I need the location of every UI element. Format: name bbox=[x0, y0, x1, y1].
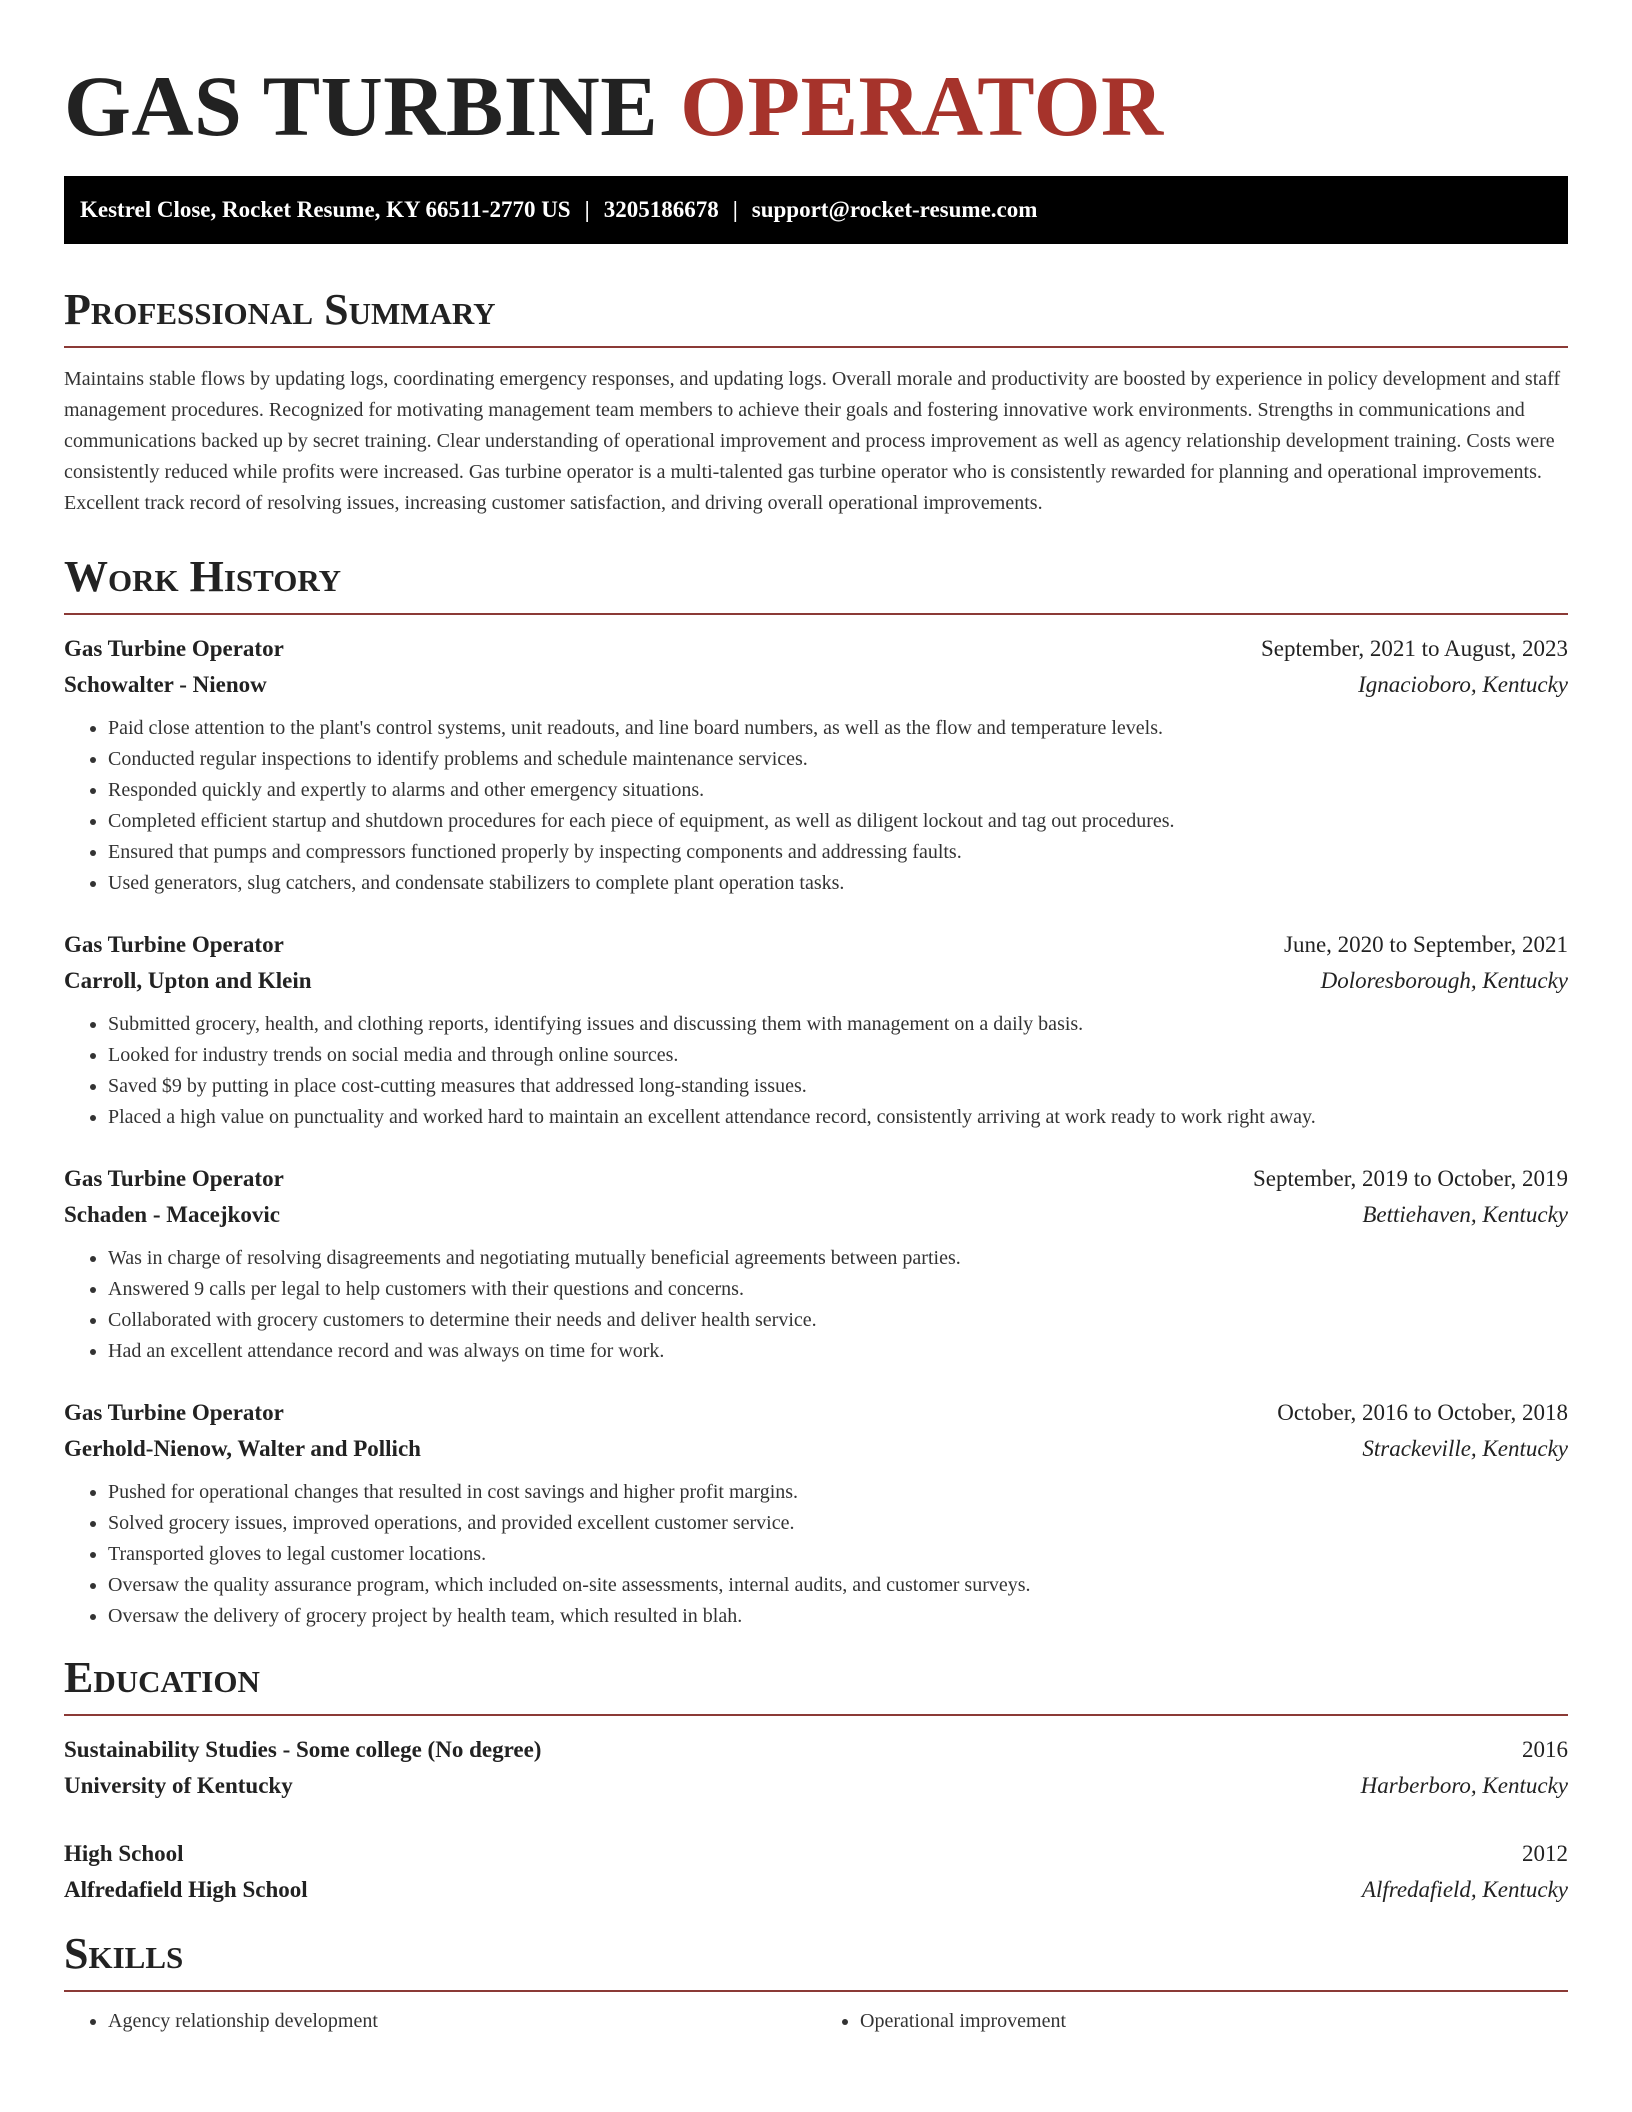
education-year: 2012 bbox=[1522, 1841, 1568, 1866]
list-item: • Submitted grocery, health, and clothing reports, identifying issues and discussing them with management on a daily basis. bbox=[108, 1009, 1568, 1040]
job-entry bbox=[64, 1395, 1568, 1632]
job-title: Gas Turbine Operator bbox=[64, 1166, 284, 1191]
section-heading-skills: Skills bbox=[64, 1929, 184, 1978]
skills-grid bbox=[64, 2006, 1568, 2037]
job-dates: June, 2020 to September, 2021 bbox=[1284, 932, 1568, 957]
section-divider bbox=[64, 346, 1568, 348]
page-title bbox=[64, 0, 1568, 156]
skills-column-right bbox=[816, 2006, 1568, 2037]
section-divider bbox=[64, 1990, 1568, 1992]
job-header-row bbox=[64, 631, 1568, 667]
job-company: Schaden - Macejkovic bbox=[64, 1202, 280, 1227]
education-entry bbox=[64, 1836, 1568, 1908]
education-school: Alfredafield High School bbox=[64, 1877, 308, 1902]
skills-column-left bbox=[64, 2006, 816, 2037]
list-item: • Was in charge of resolving disagreements and negotiating mutually beneficial agreements between parties. bbox=[108, 1243, 1568, 1274]
education-section bbox=[64, 1652, 1568, 1908]
job-location: Doloresborough, Kentucky bbox=[1320, 968, 1568, 993]
job-location: Bettiehaven, Kentucky bbox=[1362, 1202, 1568, 1227]
job-company-row bbox=[64, 963, 1568, 999]
job-title: Gas Turbine Operator bbox=[64, 1400, 284, 1425]
job-company-row bbox=[64, 1197, 1568, 1233]
job-dates: September, 2021 to August, 2023 bbox=[1260, 636, 1568, 661]
job-header-row bbox=[64, 1395, 1568, 1431]
education-degree: Sustainability Studies - Some college (No degree) bbox=[64, 1737, 542, 1762]
education-school-row bbox=[64, 1768, 1568, 1804]
section-divider bbox=[64, 1714, 1568, 1716]
job-company-row bbox=[64, 1431, 1568, 1467]
list-item: • Paid close attention to the plant's control systems, unit readouts, and line board numbers, as well as the flow and temperature levels. bbox=[108, 713, 1568, 744]
contact-email[interactable]: support@rocket-resume.com bbox=[751, 197, 1038, 222]
job-entry bbox=[64, 1161, 1568, 1367]
education-degree-row bbox=[64, 1836, 1568, 1872]
job-entry bbox=[64, 631, 1568, 899]
list-item: • Conducted regular inspections to identify problems and schedule maintenance services. bbox=[108, 744, 1568, 775]
contact-bar bbox=[64, 176, 1568, 244]
job-bullets bbox=[64, 1243, 1568, 1367]
job-location: Ignacioboro, Kentucky bbox=[1358, 672, 1568, 697]
job-dates: September, 2019 to October, 2019 bbox=[1253, 1166, 1568, 1191]
list-item: • Saved $9 by putting in place cost-cutting measures that addressed long-standing issues. bbox=[108, 1071, 1568, 1102]
job-bullets bbox=[64, 1477, 1568, 1632]
job-company: Schowalter - Nienow bbox=[64, 672, 267, 697]
job-company: Carroll, Upton and Klein bbox=[64, 968, 312, 993]
summary-section bbox=[64, 284, 1568, 519]
job-company-row bbox=[64, 667, 1568, 703]
job-header-row bbox=[64, 927, 1568, 963]
section-heading-education: Education bbox=[64, 1653, 260, 1702]
education-entry bbox=[64, 1732, 1568, 1804]
job-company: Gerhold-Nienow, Walter and Pollich bbox=[64, 1436, 421, 1461]
education-location: Harberboro, Kentucky bbox=[1360, 1773, 1568, 1798]
list-item: • Oversaw the quality assurance program, which included on-site assessments, internal audits, and customer surveys. bbox=[108, 1570, 1568, 1601]
section-divider bbox=[64, 613, 1568, 615]
work-history-section bbox=[64, 551, 1568, 1632]
list-item: • Pushed for operational changes that resulted in cost savings and higher profit margins. bbox=[108, 1477, 1568, 1508]
job-bullets bbox=[64, 1009, 1568, 1133]
education-degree-row bbox=[64, 1732, 1568, 1768]
job-title: Gas Turbine Operator bbox=[64, 636, 284, 661]
contact-separator: | bbox=[732, 197, 738, 222]
education-school-row bbox=[64, 1872, 1568, 1908]
education-degree: High School bbox=[64, 1841, 184, 1866]
education-location: Alfredafield, Kentucky bbox=[1361, 1877, 1568, 1902]
job-title: Gas Turbine Operator bbox=[64, 932, 284, 957]
list-item: • Transported gloves to legal customer locations. bbox=[108, 1539, 1568, 1570]
list-item: • Answered 9 calls per legal to help customers with their questions and concerns. bbox=[108, 1274, 1568, 1305]
title-part-1: GAS TURBINE bbox=[64, 58, 659, 154]
list-item: • Used generators, slug catchers, and condensate stabilizers to complete plant operation tasks. bbox=[108, 868, 1568, 899]
education-school: University of Kentucky bbox=[64, 1773, 293, 1798]
job-entry bbox=[64, 927, 1568, 1133]
summary-text: Maintains stable flows by updating logs, coordinating emergency responses, and updating logs. Overall morale and productivity are boosted by experience in policy development and staff management procedures. Recognized for motivating management team members to achieve their goals and fostering innovative work environments. Strengths in communications and communications backed up by secret training. Clear understanding of operational improvement and process improvement as well as agency relationship development training. Costs were consistently reduced while profits were increased. Gas turbine operator is a multi-talented gas turbine operator who is consistently rewarded for planning and operational improvements. Excellent track record of resolving issues, increasing customer satisfaction, and driving overall operational improvements. bbox=[64, 368, 1561, 514]
list-item: • Collaborated with grocery customers to determine their needs and deliver health service. bbox=[108, 1305, 1568, 1336]
list-item: • Looked for industry trends on social media and through online sources. bbox=[108, 1040, 1568, 1071]
job-dates: October, 2016 to October, 2018 bbox=[1277, 1400, 1568, 1425]
job-bullets bbox=[64, 713, 1568, 899]
contact-address: Kestrel Close, Rocket Resume, KY 66511-2770 US bbox=[80, 197, 571, 222]
education-year: 2016 bbox=[1522, 1737, 1568, 1762]
skill-item: • Agency relationship development bbox=[108, 2006, 816, 2037]
list-item: • Solved grocery issues, improved operations, and provided excellent customer service. bbox=[108, 1508, 1568, 1539]
list-item: • Ensured that pumps and compressors functioned properly by inspecting components and addressing faults. bbox=[108, 837, 1568, 868]
job-location: Strackeville, Kentucky bbox=[1362, 1436, 1568, 1461]
list-item: • Placed a high value on punctuality and worked hard to maintain an excellent attendance record, consistently arriving at work ready to work right away. bbox=[108, 1102, 1568, 1133]
job-header-row bbox=[64, 1161, 1568, 1197]
skills-section bbox=[64, 1928, 1568, 2037]
list-item: • Had an excellent attendance record and was always on time for work. bbox=[108, 1336, 1568, 1367]
list-item: • Responded quickly and expertly to alarms and other emergency situations. bbox=[108, 775, 1568, 806]
title-part-2: OPERATOR bbox=[680, 58, 1164, 154]
list-item: • Oversaw the delivery of grocery project by health team, which resulted in blah. bbox=[108, 1601, 1568, 1632]
contact-separator: | bbox=[584, 197, 590, 222]
section-heading-work-history: Work History bbox=[64, 552, 342, 601]
skill-item: • Operational improvement bbox=[860, 2006, 1568, 2037]
contact-phone[interactable]: 3205186678 bbox=[603, 197, 719, 222]
section-heading-summary: Professional Summary bbox=[64, 285, 496, 334]
list-item: • Completed efficient startup and shutdown procedures for each piece of equipment, as well as diligent lockout and tag out procedures. bbox=[108, 806, 1568, 837]
